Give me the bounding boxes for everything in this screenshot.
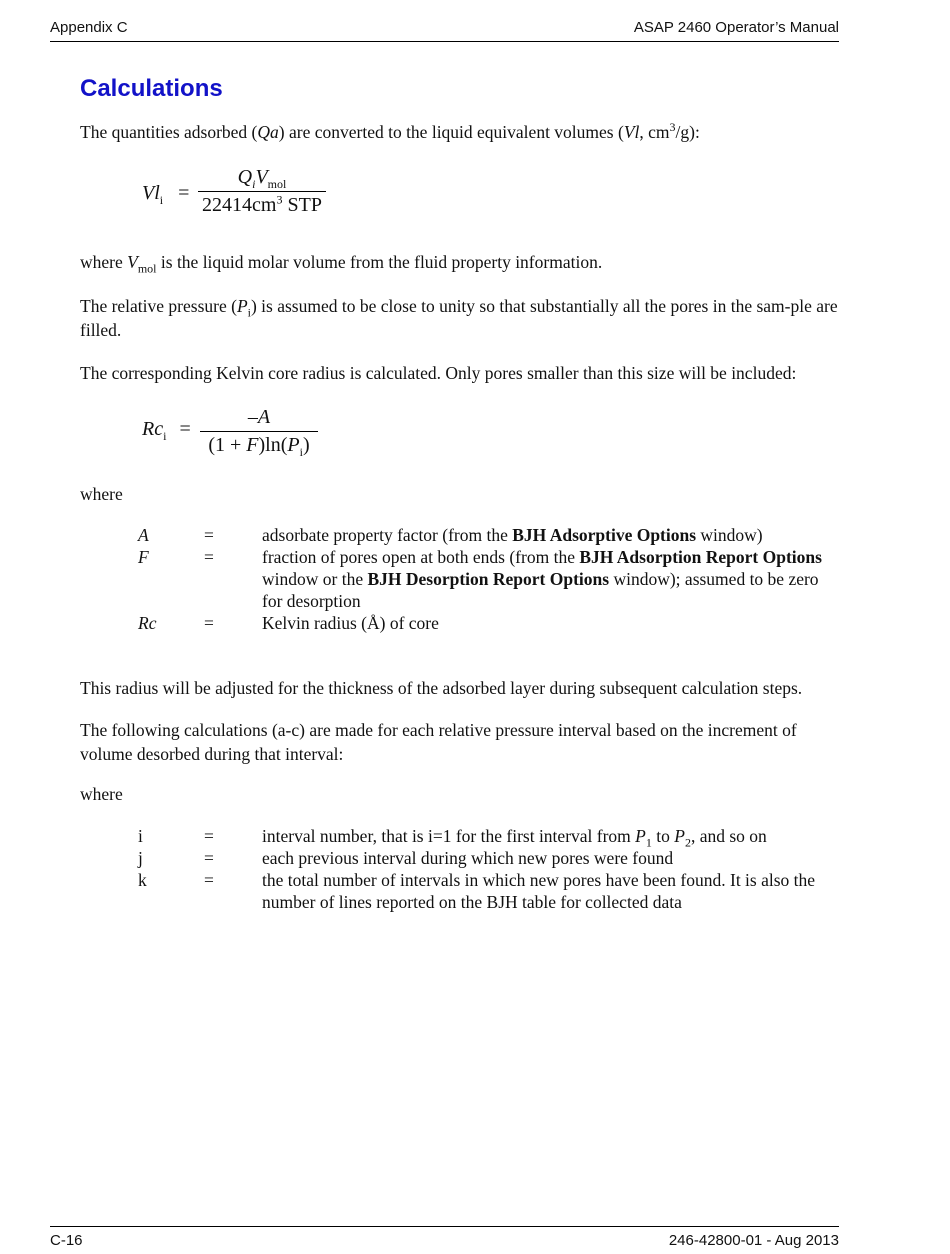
symbol-v: V [127, 252, 138, 272]
equation-vl-fraction [198, 166, 326, 217]
eq-subscript: i [163, 429, 167, 443]
header-section-label: Appendix C [50, 19, 128, 36]
paragraph-quantities [80, 120, 842, 144]
where-label: where [80, 484, 123, 504]
definition-text [262, 524, 842, 546]
eq-equals: = [179, 418, 191, 440]
eq-text: 22414cm [202, 194, 277, 216]
paragraph-relative-pressure [80, 294, 842, 342]
page-header [50, 17, 839, 42]
definition-equals: = [204, 613, 214, 633]
eq-numerator [198, 166, 326, 191]
definition-text: each previous interval during which new pores were found [262, 848, 674, 868]
where-label: where [80, 784, 123, 804]
eq-symbol: Rc [142, 418, 164, 440]
section-title: Calculations [80, 75, 223, 102]
text: Kelvin radius (Å) of core [262, 613, 439, 633]
paragraph-kelvin: The corresponding Kelvin core radius is calculated. Only pores smaller than this size will be included: [80, 363, 797, 383]
subscript: mol [137, 261, 157, 276]
symbol-p: P [236, 296, 248, 316]
text: fraction of pores open at both ends (from the [262, 547, 580, 567]
eq-symbol: Q [237, 166, 253, 188]
definition-symbol: k [138, 870, 147, 890]
text: window) [696, 525, 763, 545]
definition-list-intervals [0, 825, 950, 913]
eq-subscript: mol [267, 177, 287, 191]
text: window); assumed to be zero for desorption [262, 569, 819, 611]
definition-list-kelvin [0, 524, 950, 634]
subscript: 1 [645, 835, 652, 850]
eq-subscript: i [252, 177, 256, 191]
text: , and so on [690, 826, 767, 846]
eq-symbol: F [246, 434, 259, 456]
definition-text [262, 612, 842, 634]
ui-window-name: BJH Adsorption Report Options [579, 547, 822, 567]
text: to [651, 826, 675, 846]
definition-symbol: F [138, 547, 149, 567]
symbol-qa: Qa [257, 122, 279, 142]
equation-vl-lhs [142, 182, 189, 205]
text: window or the [262, 569, 368, 589]
paragraph-vmol [80, 250, 842, 274]
symbol-p: P [674, 826, 685, 846]
equation-rc-fraction [200, 406, 318, 457]
page-number: C-16 [50, 1232, 83, 1249]
definition-equals: = [204, 870, 214, 890]
definition-symbol: i [138, 826, 143, 846]
definition-row [0, 847, 950, 869]
symbol-vl: Vl [623, 122, 640, 142]
eq-text: )ln( [258, 434, 288, 456]
definition-row [0, 869, 950, 913]
document-number: 246-42800-01 - Aug 2013 [668, 1232, 839, 1249]
superscript: 3 [669, 120, 676, 135]
definition-text [262, 825, 842, 850]
text: is the liquid molar volume from the fluid property information. [156, 252, 603, 272]
eq-subscript: i [159, 193, 164, 207]
subscript: i [247, 305, 251, 320]
eq-denominator [200, 432, 318, 457]
definition-row [0, 546, 950, 612]
definition-symbol: A [138, 525, 149, 545]
text: , cm [639, 122, 670, 142]
symbol-p: P [635, 826, 646, 846]
text: interval number, that is i=1 for the first interval from [262, 826, 636, 846]
page-footer [50, 1226, 839, 1251]
definition-text [262, 546, 842, 612]
ui-window-name: BJH Desorption Report Options [367, 569, 610, 589]
definition-row [0, 612, 950, 634]
text: /g): [675, 122, 700, 142]
eq-symbol: V [255, 166, 268, 188]
text: ) is assumed to be close to unity so that substantially all the pores in the sam-ple are filled. [80, 296, 838, 340]
definition-text: the total number of intervals in which new pores have been found. It is also the number of lines reported on the BJH table for collected data [262, 870, 816, 912]
eq-text: ) [302, 434, 310, 456]
definition-row [0, 825, 950, 850]
header-manual-title: ASAP 2460 Operator’s Manual [633, 19, 839, 36]
text: ) are converted to the liquid equivalent volumes ( [278, 122, 624, 142]
text: adsorbate property factor (from the [262, 525, 513, 545]
text: The relative pressure ( [80, 296, 237, 316]
text: where [80, 252, 128, 272]
ui-window-name: BJH Adsorptive Options [512, 525, 697, 545]
eq-text: STP [282, 194, 322, 216]
definition-symbol: j [138, 848, 143, 868]
eq-text: (1 + [208, 434, 247, 456]
eq-denominator [198, 192, 326, 217]
subscript: 2 [684, 835, 691, 850]
definition-row [0, 524, 950, 546]
text: The quantities adsorbed ( [80, 122, 258, 142]
definition-symbol: Rc [138, 613, 157, 633]
definition-equals: = [204, 547, 214, 567]
equation-rc-lhs [142, 418, 191, 441]
eq-symbol: P [287, 434, 300, 456]
eq-equals: = [178, 182, 190, 204]
eq-subscript: i [299, 445, 303, 459]
eq-symbol: Vl [142, 182, 160, 204]
definition-equals: = [204, 848, 214, 868]
paragraph-following-calculations: The following calculations (a-c) are made for each relative pressure interval based on the increment of volume desorbed during that interval: [80, 720, 797, 764]
eq-superscript: 3 [276, 192, 283, 207]
paragraph-radius-adjust: This radius will be adjusted for the thickness of the adsorbed layer during subsequent calculation steps. [80, 678, 803, 698]
definition-equals: = [204, 826, 214, 846]
eq-numerator: –A [247, 406, 271, 428]
definition-equals: = [204, 525, 214, 545]
